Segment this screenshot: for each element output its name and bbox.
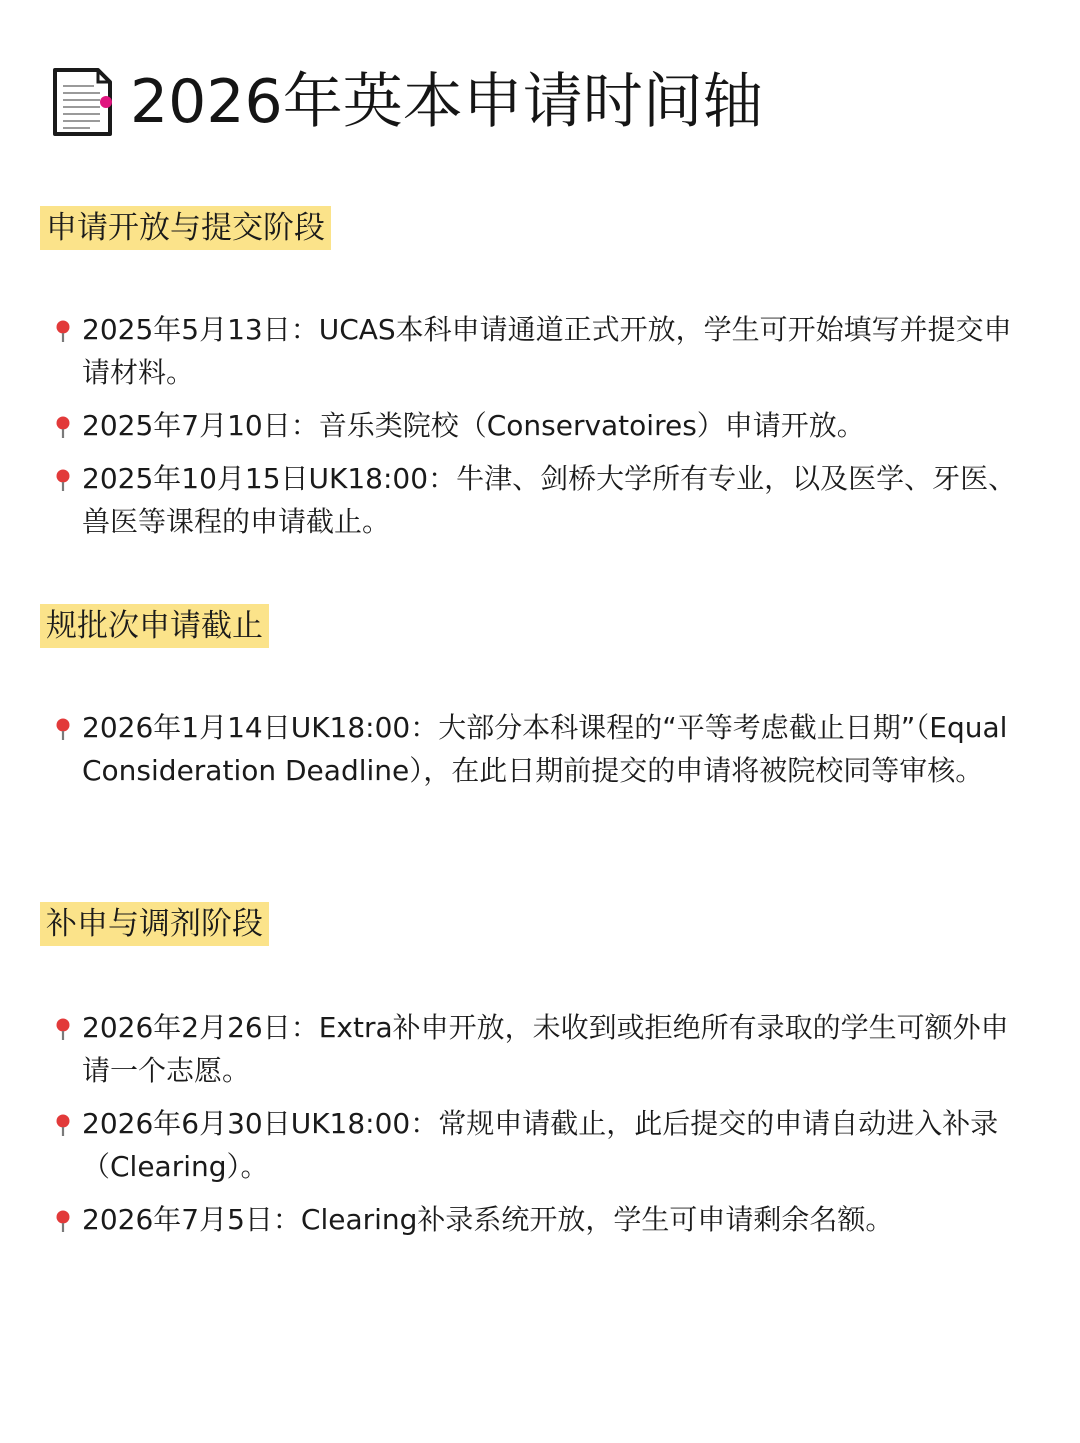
timeline-item	[50, 706, 1035, 792]
timeline-item-text: 2026年1月14日UK18:00：大部分本科课程的“平等考虑截止日期”（Equal Consideration Deadline），在此日期前提交的申请将被院校同等审核。	[82, 711, 1008, 787]
section-title-regular-deadline: 规批次申请截止	[40, 604, 269, 648]
timeline-item-text: 2025年5月13日：UCAS本科申请通道正式开放，学生可开始填写并提交申请材料。	[82, 313, 1012, 389]
pushpin-icon	[52, 1113, 74, 1137]
pushpin-icon	[52, 1209, 74, 1233]
timeline-item	[50, 308, 1035, 394]
document-icon	[50, 64, 122, 140]
section-title-extra-clearing: 补申与调剂阶段	[40, 902, 269, 946]
timeline-item-text: 2026年2月26日：Extra补申开放，未收到或拒绝所有录取的学生可额外申请一个志愿。	[82, 1011, 1009, 1087]
pushpin-icon	[52, 717, 74, 741]
timeline-item-text: 2026年7月5日：Clearing补录系统开放，学生可申请剩余名额。	[82, 1203, 894, 1236]
pushpin-icon	[52, 415, 74, 439]
page-header	[50, 62, 763, 142]
timeline-item	[50, 457, 1035, 543]
timeline-item-text: 2026年6月30日UK18:00：常规申请截止，此后提交的申请自动进入补录（Clearing）。	[82, 1107, 999, 1183]
section-title-application-open: 申请开放与提交阶段	[40, 206, 331, 250]
timeline-item-text: 2025年7月10日：音乐类院校（Conservatoires）申请开放。	[82, 409, 865, 442]
timeline-item-text: 2025年10月15日UK18:00：牛津、剑桥大学所有专业，以及医学、牙医、兽医等课程的申请截止。	[82, 462, 1017, 538]
section-list-regular-deadline	[50, 706, 1035, 802]
pushpin-icon	[52, 319, 74, 343]
timeline-item	[50, 404, 1035, 447]
page-title: 2026年英本申请时间轴	[130, 67, 763, 137]
section-list-extra-clearing	[50, 1006, 1035, 1251]
pushpin-icon	[52, 1017, 74, 1041]
pushpin-icon	[52, 468, 74, 492]
timeline-item	[50, 1006, 1035, 1092]
timeline-item	[50, 1102, 1035, 1188]
section-list-application-open	[50, 308, 1035, 553]
timeline-item	[50, 1198, 1035, 1241]
